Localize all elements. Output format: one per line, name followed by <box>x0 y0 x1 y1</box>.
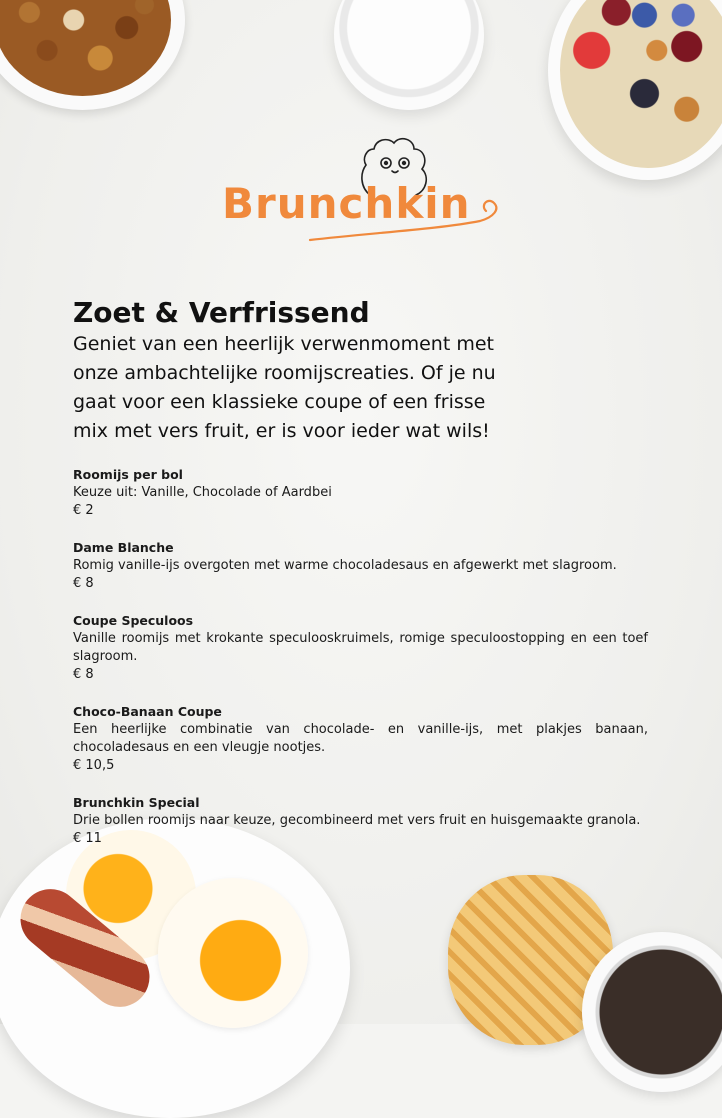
item-name: Choco-Banaan Coupe <box>73 704 222 719</box>
item-description: Een heerlijke combinatie van chocolade- en vanille-ijs, met plakjes banaan, chocoladesaus en een vleugje nootjes. <box>73 722 648 755</box>
item-name: Brunchkin Special <box>73 795 200 810</box>
item-description: Vanille roomijs met krokante speculooskruimels, romige speculoostopping en een toef slagroom. <box>73 631 648 664</box>
menu-item <box>73 703 648 775</box>
item-description: Drie bollen roomijs naar keuze, gecombineerd met vers fruit en huisgemaakte granola. <box>73 813 641 828</box>
menu-item <box>73 612 648 684</box>
brand-name: Brunchkin <box>222 179 471 228</box>
menu-item <box>73 539 648 593</box>
menu-item <box>73 794 648 848</box>
coffee-cup-image <box>582 932 722 1092</box>
item-name: Roomijs per bol <box>73 467 183 482</box>
menu-section <box>73 296 648 867</box>
item-price: € 2 <box>73 503 94 518</box>
menu-items <box>73 466 648 848</box>
brand-logo <box>210 125 510 255</box>
item-description: Keuze uit: Vanille, Chocolade of Aardbei <box>73 485 332 500</box>
section-intro: Geniet van een heerlijk verwenmoment met onze ambachtelijke roomijscreaties. Of je nu gaat voor een klassieke coupe of een frisse mix met vers fruit, er is voor ieder wat wils! <box>73 333 496 442</box>
section-title: Zoet & Verfrissend <box>73 296 370 329</box>
item-name: Dame Blanche <box>73 540 174 555</box>
item-price: € 11 <box>73 831 102 846</box>
item-price: € 10,5 <box>73 758 115 773</box>
item-price: € 8 <box>73 667 94 682</box>
menu-item <box>73 466 648 520</box>
item-name: Coupe Speculoos <box>73 613 194 628</box>
item-description: Romig vanille-ijs overgoten met warme chocoladesaus en afgewerkt met slagroom. <box>73 558 617 573</box>
item-price: € 8 <box>73 576 94 591</box>
